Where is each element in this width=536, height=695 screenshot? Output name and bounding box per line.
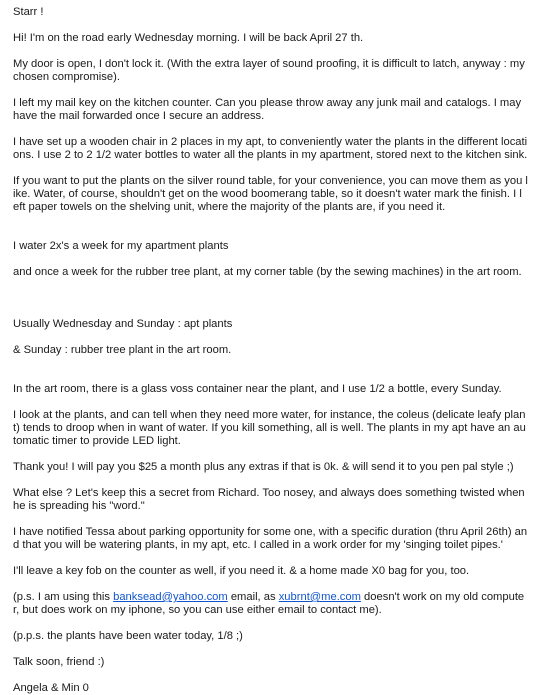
signature: Angela & Min 0	[13, 682, 89, 694]
watering-schedule-line-2: & Sunday : rubber tree plant in the art room.	[13, 344, 232, 356]
paragraph-silver-table: If you want to put the plants on the silver round table, for your convenience, you can move them as you like. Water, of course, shouldn't get on the wood boomerang table, so it doesn't water mark the finish. I left paper towels on the shelving unit, where the majority of the plants are, if you need it.	[13, 175, 528, 213]
email-link-me[interactable]: xubrnt@me.com	[278, 591, 361, 603]
paragraph-watering-frequency	[13, 227, 528, 292]
ps-middle: email, as	[227, 591, 279, 603]
paragraph-plant-care: I look at the plants, and can tell when they need more water, for instance, the coleus (delicate leafy plant) tends to droop when in want of water. If you kill something, all is well. The plants in my apt have an automatic timer to provide LED light.	[13, 409, 526, 447]
paragraph-travel-dates: Hi! I'm on the road early Wednesday morning. I will be back April 27 th.	[13, 32, 364, 44]
paragraph-secret: What else ? Let's keep this a secret from Richard. Too nosey, and always does something twisted when he is spreading his "word."	[13, 487, 525, 512]
ps-prefix: (p.s. I am using this	[13, 591, 114, 603]
paragraph-wooden-chair: I have set up a wooden chair in 2 places in my apt, to conveniently water the plants in the different locations. I use 2 to 2 1/2 water bottles to water all the plants in my apartment, stored next to the kitchen sink.	[13, 136, 528, 161]
email-link-yahoo[interactable]: banksead@yahoo.com	[113, 591, 228, 603]
paragraph-mail-key: I left my mail key on the kitchen counter. Can you please throw away any junk mail and catalogs. I may have the mail forwarded once I secure an address.	[13, 97, 522, 122]
paragraph-parking: I have notified Tessa about parking opportunity for some one, with a specific duration (thru April 26th) and that you will be watering plants, in my apt, etc. I called in a work order for my 'singing toilet pipes.'	[13, 526, 528, 551]
watering-schedule-line-1: Usually Wednesday and Sunday : apt plants	[13, 318, 233, 330]
greeting: Starr !	[13, 6, 44, 18]
paragraph-watering-schedule	[13, 305, 528, 370]
paragraph-voss-container: In the art room, there is a glass voss container near the plant, and I use 1/2 a bottle, every Sunday.	[13, 383, 502, 395]
paragraph-payment: Thank you! I will pay you $25 a month plus any extras if that is 0k. & will send it to you pen pal style ;)	[13, 461, 514, 473]
paragraph-door: My door is open, I don't lock it. (With the extra layer of sound proofing, it is difficult to latch, anyway : my chosen compromise).	[13, 58, 525, 83]
paragraph-pps: (p.p.s. the plants have been water today, 1/8 ;)	[13, 630, 243, 642]
closing: Talk soon, friend :)	[13, 656, 105, 668]
watering-frequency-line-1: I water 2x's a week for my apartment plants	[13, 240, 229, 252]
ps-suffix: doesn't work on my old computer, but does work on my iphone, so you can use either email to contact me).	[13, 591, 525, 616]
watering-frequency-line-2: and once a week for the rubber tree plant, at my corner table (by the sewing machines) in the art room.	[13, 266, 522, 278]
paragraph-postscript	[13, 591, 528, 617]
paragraph-key-fob: I'll leave a key fob on the counter as well, if you need it. & a home made X0 bag for you, too.	[13, 565, 470, 577]
